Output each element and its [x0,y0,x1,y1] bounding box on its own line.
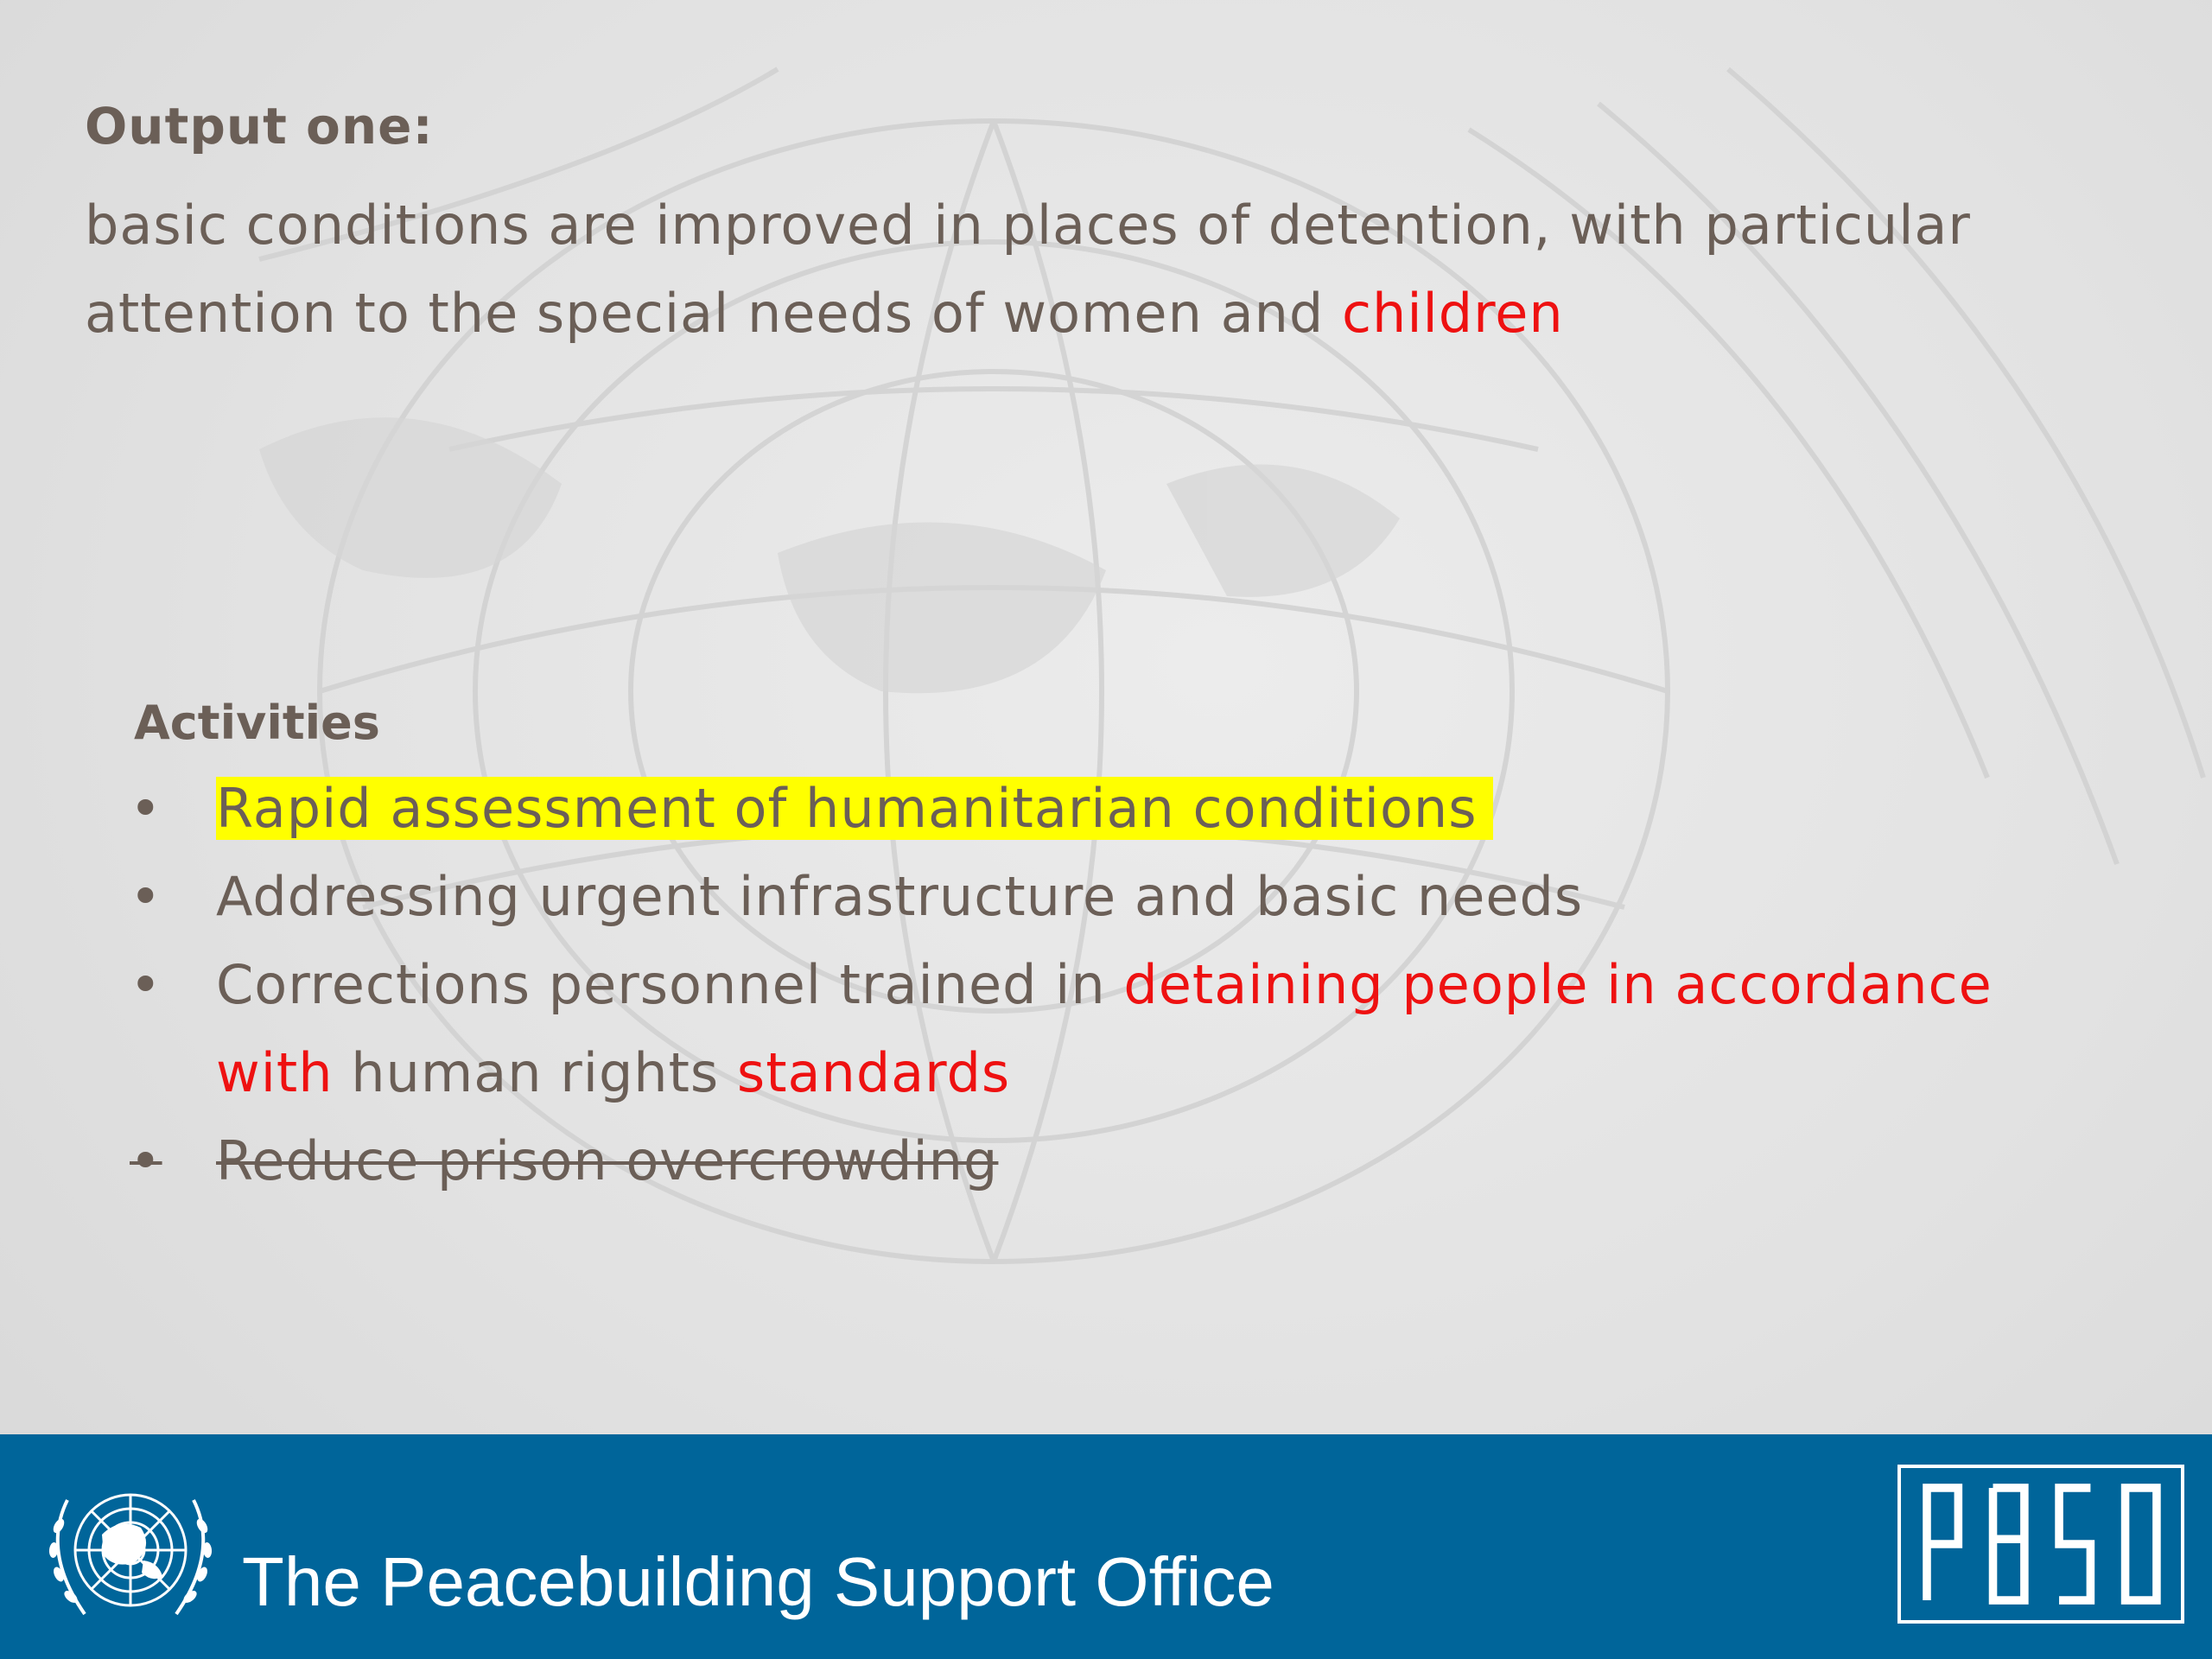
footer-bar [0,1434,2212,1659]
activity-text: Addressing urgent infrastructure and basic needs [216,865,1584,928]
activity-text: human rights [333,1041,737,1104]
output-heading: Output one: [85,97,434,156]
pbso-logo [1897,1465,2184,1624]
activity-item [130,765,2031,853]
bullet-icon: • [130,953,162,1016]
activity-item-struck [130,1117,2031,1205]
footer-title: The Peacebuilding Support Office [242,1543,1274,1620]
output-description [85,181,2072,358]
bullet-icon: • [130,865,162,928]
activities-heading: Activities [134,696,380,750]
activity-text-emphasis: detaining people in accordance with [216,953,1993,1104]
output-description-emphasis: children [1341,282,1564,345]
un-emblem-icon [33,1465,228,1638]
output-description-text: basic conditions are improved in places of detention, with particular attention to the special needs of women and [85,194,1971,345]
activity-text-emphasis: standards [736,1041,1011,1104]
activity-text: Corrections personnel trained in [216,953,1124,1016]
activity-item [130,941,2031,1117]
activity-text-struck: Reduce prison overcrowding [216,1129,999,1192]
activity-text-highlighted: Rapid assessment of humanitarian conditions [216,777,1493,840]
bullet-icon: • [130,1129,162,1192]
activities-list [130,765,2031,1205]
activity-item [130,853,2031,941]
bullet-icon: • [130,777,162,840]
